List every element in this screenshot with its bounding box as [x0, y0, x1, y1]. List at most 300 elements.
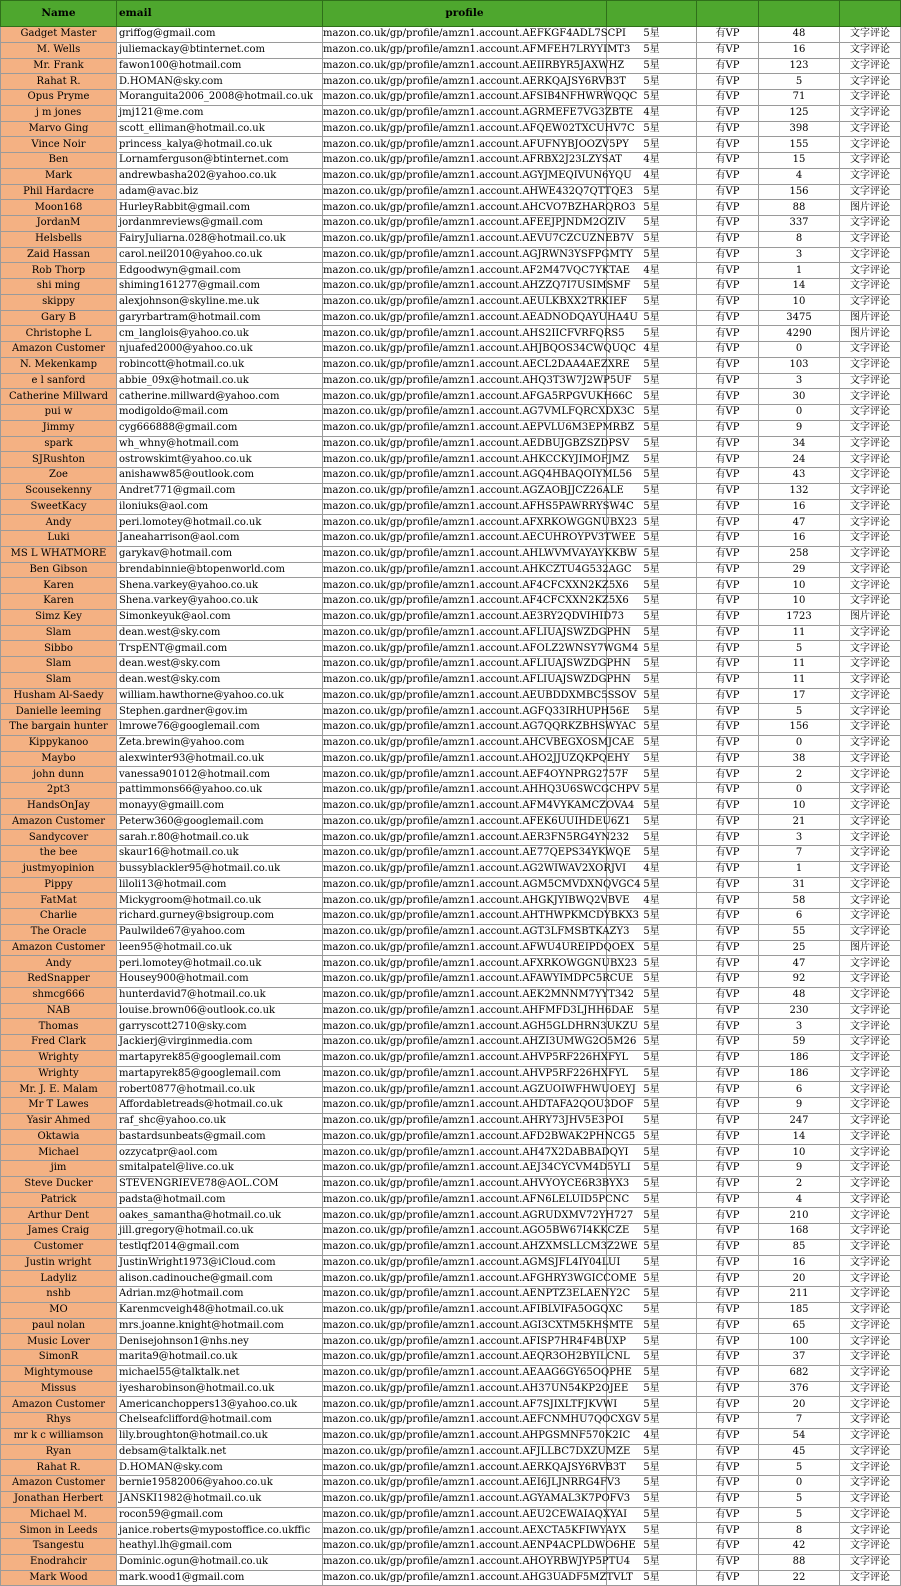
cell-email[interactable]: Janeaharrison@aol.com — [117, 531, 323, 547]
cell-email[interactable]: Denisejohnson1@nhs.ney — [117, 1334, 323, 1350]
cell-profile[interactable]: mazon.co.uk/gp/profile/amzn1.account.AHVP5RF226HXFYL — [323, 1050, 607, 1066]
cell-rating[interactable]: 4星 — [607, 861, 697, 877]
cell-email[interactable]: Americanchoppers13@yahoo.co.uk — [117, 1397, 323, 1413]
cell-rating[interactable]: 5星 — [607, 1507, 697, 1523]
cell-profile[interactable]: mazon.co.uk/gp/profile/amzn1.account.AHO2JJUZQKPQEHY — [323, 751, 607, 767]
cell-email[interactable]: rocon59@gmail.com — [117, 1507, 323, 1523]
cell-vp[interactable]: 有VP — [697, 1444, 759, 1460]
table-row[interactable] — [1, 956, 901, 972]
table-row[interactable] — [1, 27, 901, 43]
cell-review-type[interactable]: 文字评论 — [840, 1554, 901, 1570]
cell-count[interactable]: 7 — [759, 1413, 840, 1429]
cell-rating[interactable]: 5星 — [607, 420, 697, 436]
cell-profile[interactable]: mazon.co.uk/gp/profile/amzn1.account.AFJLLBC7DXZUMZE — [323, 1444, 607, 1460]
cell-profile[interactable]: mazon.co.uk/gp/profile/amzn1.account.AFD2BWAK2PHNCG5 — [323, 1129, 607, 1145]
cell-profile[interactable]: mazon.co.uk/gp/profile/amzn1.account.AERKQAJSY6RVB3T — [323, 74, 607, 90]
table-row[interactable] — [1, 58, 901, 74]
cell-rating[interactable]: 5星 — [607, 657, 697, 673]
cell-name[interactable]: Sandycover — [1, 830, 117, 846]
cell-rating[interactable]: 5星 — [607, 909, 697, 925]
cell-name[interactable]: MO — [1, 1302, 117, 1318]
cell-email[interactable]: juliemackay@btinternet.com — [117, 42, 323, 58]
header-review-type[interactable] — [840, 1, 901, 27]
cell-profile[interactable]: mazon.co.uk/gp/profile/amzn1.account.AEXCTA5KFIWYAYX — [323, 1523, 607, 1539]
table-row[interactable] — [1, 1192, 901, 1208]
cell-review-type[interactable]: 文字评论 — [840, 74, 901, 90]
cell-name[interactable]: Rhys — [1, 1413, 117, 1429]
cell-count[interactable]: 11 — [759, 625, 840, 641]
cell-count[interactable]: 11 — [759, 672, 840, 688]
cell-name[interactable]: JordanM — [1, 216, 117, 232]
cell-vp[interactable]: 有VP — [697, 940, 759, 956]
cell-email[interactable]: D.HOMAN@sky.com — [117, 74, 323, 90]
cell-review-type[interactable]: 文字评论 — [840, 153, 901, 169]
cell-profile[interactable]: mazon.co.uk/gp/profile/amzn1.account.AGMSJFL4IY04LUI — [323, 1255, 607, 1271]
table-row[interactable] — [1, 1161, 901, 1177]
cell-profile[interactable]: mazon.co.uk/gp/profile/amzn1.account.AGQ4HBAQOIYML56 — [323, 468, 607, 484]
table-row[interactable] — [1, 1224, 901, 1240]
cell-count[interactable]: 247 — [759, 1113, 840, 1129]
cell-profile[interactable]: mazon.co.uk/gp/profile/amzn1.account.AEULKBXX2TRKIEF — [323, 294, 607, 310]
table-row[interactable] — [1, 688, 901, 704]
table-row[interactable] — [1, 405, 901, 421]
cell-email[interactable]: Karenmcveigh48@hotmail.co.uk — [117, 1302, 323, 1318]
cell-rating[interactable]: 5星 — [607, 720, 697, 736]
cell-count[interactable]: 58 — [759, 893, 840, 909]
cell-name[interactable]: Ben — [1, 153, 117, 169]
cell-count[interactable]: 7 — [759, 846, 840, 862]
cell-vp[interactable]: 有VP — [697, 247, 759, 263]
table-row[interactable] — [1, 1397, 901, 1413]
cell-name[interactable]: FatMat — [1, 893, 117, 909]
cell-email[interactable]: jmj121@me.com — [117, 105, 323, 121]
cell-vp[interactable]: 有VP — [697, 594, 759, 610]
header-name[interactable]: Name — [1, 1, 117, 27]
cell-rating[interactable]: 5星 — [607, 1208, 697, 1224]
cell-rating[interactable]: 4星 — [607, 105, 697, 121]
cell-count[interactable]: 10 — [759, 294, 840, 310]
cell-email[interactable]: iyesharobinson@hotmail.co.uk — [117, 1381, 323, 1397]
table-row[interactable] — [1, 483, 901, 499]
cell-email[interactable]: griffog@gmail.com — [117, 27, 323, 43]
cell-vp[interactable]: 有VP — [697, 1507, 759, 1523]
cell-email[interactable]: Simonkeyuk@aol.com — [117, 609, 323, 625]
cell-profile[interactable]: mazon.co.uk/gp/profile/amzn1.account.AEQR3OH2BYILCNL — [323, 1350, 607, 1366]
cell-vp[interactable]: 有VP — [697, 499, 759, 515]
cell-rating[interactable]: 5星 — [607, 1350, 697, 1366]
cell-rating[interactable]: 5星 — [607, 121, 697, 137]
cell-rating[interactable]: 5星 — [607, 1271, 697, 1287]
cell-name[interactable]: jim — [1, 1161, 117, 1177]
cell-profile[interactable]: mazon.co.uk/gp/profile/amzn1.account.AFGHRY3WGICCOME — [323, 1271, 607, 1287]
cell-review-type[interactable]: 图片评论 — [840, 200, 901, 216]
cell-review-type[interactable]: 文字评论 — [840, 1287, 901, 1303]
cell-name[interactable]: SweetKacy — [1, 499, 117, 515]
table-row[interactable] — [1, 105, 901, 121]
cell-count[interactable]: 8 — [759, 1523, 840, 1539]
cell-profile[interactable]: mazon.co.uk/gp/profile/amzn1.account.AFWU4UREIPDQOEX — [323, 940, 607, 956]
cell-email[interactable]: garykav@hotmail.com — [117, 546, 323, 562]
cell-profile[interactable]: mazon.co.uk/gp/profile/amzn1.account.AEK2MNNM7YYT342 — [323, 987, 607, 1003]
table-row[interactable] — [1, 704, 901, 720]
cell-profile[interactable]: mazon.co.uk/gp/profile/amzn1.account.AHCVO7BZHARQRO3 — [323, 200, 607, 216]
cell-rating[interactable]: 5星 — [607, 751, 697, 767]
cell-review-type[interactable]: 文字评论 — [840, 1129, 901, 1145]
cell-name[interactable]: Karen — [1, 594, 117, 610]
table-row[interactable] — [1, 74, 901, 90]
cell-vp[interactable]: 有VP — [697, 1050, 759, 1066]
cell-count[interactable]: 48 — [759, 987, 840, 1003]
cell-review-type[interactable]: 文字评论 — [840, 1035, 901, 1051]
cell-rating[interactable]: 5星 — [607, 452, 697, 468]
cell-count[interactable]: 85 — [759, 1239, 840, 1255]
cell-count[interactable]: 10 — [759, 798, 840, 814]
cell-count[interactable]: 132 — [759, 483, 840, 499]
table-row[interactable] — [1, 1145, 901, 1161]
cell-rating[interactable]: 5星 — [607, 846, 697, 862]
cell-vp[interactable]: 有VP — [697, 1113, 759, 1129]
cell-review-type[interactable]: 文字评论 — [840, 405, 901, 421]
cell-email[interactable]: njuafed2000@yahoo.co.uk — [117, 342, 323, 358]
cell-profile[interactable]: mazon.co.uk/gp/profile/amzn1.account.AFRBX2J23LZYSAT — [323, 153, 607, 169]
cell-name[interactable]: Simz Key — [1, 609, 117, 625]
cell-vp[interactable]: 有VP — [697, 326, 759, 342]
cell-review-type[interactable]: 文字评论 — [840, 342, 901, 358]
table-row[interactable] — [1, 657, 901, 673]
cell-count[interactable]: 88 — [759, 200, 840, 216]
cell-email[interactable]: bastardsunbeats@gmail.com — [117, 1129, 323, 1145]
cell-review-type[interactable]: 文字评论 — [840, 1428, 901, 1444]
cell-rating[interactable]: 5星 — [607, 1413, 697, 1429]
table-row[interactable] — [1, 751, 901, 767]
cell-vp[interactable]: 有VP — [697, 1539, 759, 1555]
cell-count[interactable]: 185 — [759, 1302, 840, 1318]
cell-profile[interactable]: mazon.co.uk/gp/profile/amzn1.account.AGO5BW67I4KKCZE — [323, 1224, 607, 1240]
cell-review-type[interactable]: 文字评论 — [840, 184, 901, 200]
cell-profile[interactable]: mazon.co.uk/gp/profile/amzn1.account.AEFCNMHU7QOCXGV — [323, 1413, 607, 1429]
cell-name[interactable]: Amazon Customer — [1, 1397, 117, 1413]
cell-profile[interactable]: mazon.co.uk/gp/profile/amzn1.account.AFQEW02TXCUHV7C — [323, 121, 607, 137]
cell-email[interactable]: andrewbasha202@yahoo.co.uk — [117, 168, 323, 184]
cell-rating[interactable]: 5星 — [607, 1082, 697, 1098]
cell-email[interactable]: JANSKI1982@hotmail.co.uk — [117, 1491, 323, 1507]
cell-email[interactable]: Dominic.ogun@hotmail.co.uk — [117, 1554, 323, 1570]
cell-profile[interactable]: mazon.co.uk/gp/profile/amzn1.account.AF7SJIXLTFJKVWI — [323, 1397, 607, 1413]
table-row[interactable] — [1, 940, 901, 956]
cell-name[interactable]: Andy — [1, 956, 117, 972]
cell-profile[interactable]: mazon.co.uk/gp/profile/amzn1.account.AHKCZTU4G532AGC — [323, 562, 607, 578]
cell-count[interactable]: 45 — [759, 1444, 840, 1460]
cell-vp[interactable]: 有VP — [697, 861, 759, 877]
cell-vp[interactable]: 有VP — [697, 389, 759, 405]
cell-rating[interactable]: 5星 — [607, 594, 697, 610]
table-row[interactable] — [1, 846, 901, 862]
cell-profile[interactable]: mazon.co.uk/gp/profile/amzn1.account.AEUBDDXMBC5SSOV — [323, 688, 607, 704]
table-row[interactable] — [1, 767, 901, 783]
cell-rating[interactable]: 5星 — [607, 1161, 697, 1177]
cell-name[interactable]: Vince Noir — [1, 137, 117, 153]
cell-email[interactable]: anishaww85@outlook.com — [117, 468, 323, 484]
cell-review-type[interactable]: 文字评论 — [840, 1460, 901, 1476]
cell-review-type[interactable]: 文字评论 — [840, 1050, 901, 1066]
cell-name[interactable]: Arthur Dent — [1, 1208, 117, 1224]
cell-review-type[interactable]: 文字评论 — [840, 452, 901, 468]
cell-count[interactable]: 10 — [759, 578, 840, 594]
cell-profile[interactable]: mazon.co.uk/gp/profile/amzn1.account.AGRUDXMV72YH727 — [323, 1208, 607, 1224]
cell-review-type[interactable]: 文字评论 — [840, 909, 901, 925]
cell-vp[interactable]: 有VP — [697, 1271, 759, 1287]
cell-vp[interactable]: 有VP — [697, 420, 759, 436]
cell-review-type[interactable]: 图片评论 — [840, 326, 901, 342]
cell-name[interactable]: 2pt3 — [1, 783, 117, 799]
cell-review-type[interactable]: 文字评论 — [840, 1539, 901, 1555]
cell-review-type[interactable]: 文字评论 — [840, 625, 901, 641]
cell-profile[interactable]: mazon.co.uk/gp/profile/amzn1.account.AHDTAFA2QOU3DOF — [323, 1098, 607, 1114]
cell-rating[interactable]: 5星 — [607, 924, 697, 940]
cell-vp[interactable]: 有VP — [697, 483, 759, 499]
cell-email[interactable]: liloli13@hotmail.com — [117, 877, 323, 893]
cell-count[interactable]: 15 — [759, 153, 840, 169]
cell-rating[interactable]: 5星 — [607, 1035, 697, 1051]
cell-vp[interactable]: 有VP — [697, 1334, 759, 1350]
cell-name[interactable]: Maybo — [1, 751, 117, 767]
cell-vp[interactable]: 有VP — [697, 751, 759, 767]
cell-name[interactable]: Ben Gibson — [1, 562, 117, 578]
cell-vp[interactable]: 有VP — [697, 641, 759, 657]
cell-rating[interactable]: 5星 — [607, 1381, 697, 1397]
cell-count[interactable]: 5 — [759, 1507, 840, 1523]
cell-name[interactable]: Amazon Customer — [1, 940, 117, 956]
cell-review-type[interactable]: 文字评论 — [840, 1334, 901, 1350]
cell-rating[interactable]: 4星 — [607, 342, 697, 358]
cell-count[interactable]: 1 — [759, 263, 840, 279]
cell-review-type[interactable]: 文字评论 — [840, 436, 901, 452]
table-row[interactable] — [1, 294, 901, 310]
table-row[interactable] — [1, 1318, 901, 1334]
cell-profile[interactable]: mazon.co.uk/gp/profile/amzn1.account.AHWE432Q7QTTQE3 — [323, 184, 607, 200]
cell-email[interactable]: cm_langlois@yahoo.co.uk — [117, 326, 323, 342]
cell-name[interactable]: Luki — [1, 531, 117, 547]
cell-count[interactable]: 10 — [759, 594, 840, 610]
cell-email[interactable]: Housey900@hotmail.com — [117, 972, 323, 988]
cell-email[interactable]: skaur16@hotmail.co.uk — [117, 846, 323, 862]
cell-profile[interactable]: mazon.co.uk/gp/profile/amzn1.account.AGZUOIWFHWUOEYJ — [323, 1082, 607, 1098]
cell-count[interactable]: 9 — [759, 1098, 840, 1114]
cell-vp[interactable]: 有VP — [697, 688, 759, 704]
cell-name[interactable]: Zaid Hassan — [1, 247, 117, 263]
cell-vp[interactable]: 有VP — [697, 893, 759, 909]
cell-count[interactable]: 34 — [759, 436, 840, 452]
cell-vp[interactable]: 有VP — [697, 578, 759, 594]
cell-vp[interactable]: 有VP — [697, 1192, 759, 1208]
cell-rating[interactable]: 5星 — [607, 1460, 697, 1476]
cell-review-type[interactable]: 文字评论 — [840, 279, 901, 295]
cell-name[interactable]: Mr T Lawes — [1, 1098, 117, 1114]
table-row[interactable] — [1, 184, 901, 200]
cell-review-type[interactable]: 文字评论 — [840, 1413, 901, 1429]
cell-rating[interactable]: 5星 — [607, 546, 697, 562]
cell-name[interactable]: Rahat R. — [1, 1460, 117, 1476]
cell-email[interactable]: vanessa901012@hotmail.com — [117, 767, 323, 783]
cell-name[interactable]: Sibbo — [1, 641, 117, 657]
cell-vp[interactable]: 有VP — [697, 1476, 759, 1492]
cell-count[interactable]: 42 — [759, 1539, 840, 1555]
cell-count[interactable]: 71 — [759, 90, 840, 106]
table-row[interactable] — [1, 1413, 901, 1429]
cell-rating[interactable]: 5星 — [607, 641, 697, 657]
table-row[interactable] — [1, 672, 901, 688]
cell-count[interactable]: 14 — [759, 1129, 840, 1145]
cell-name[interactable]: Andy — [1, 515, 117, 531]
cell-review-type[interactable]: 文字评论 — [840, 1444, 901, 1460]
cell-count[interactable]: 0 — [759, 405, 840, 421]
cell-review-type[interactable]: 文字评论 — [840, 956, 901, 972]
cell-review-type[interactable]: 文字评论 — [840, 783, 901, 799]
cell-rating[interactable]: 5星 — [607, 58, 697, 74]
cell-profile[interactable]: mazon.co.uk/gp/profile/amzn1.account.AE3RY2QDVIHID73 — [323, 609, 607, 625]
cell-vp[interactable]: 有VP — [697, 1397, 759, 1413]
cell-name[interactable]: RedSnapper — [1, 972, 117, 988]
cell-count[interactable]: 4 — [759, 1192, 840, 1208]
cell-email[interactable]: Edgoodwyn@gmail.com — [117, 263, 323, 279]
cell-profile[interactable]: mazon.co.uk/gp/profile/amzn1.account.AFOLZ2WNSY7WGM4 — [323, 641, 607, 657]
cell-vp[interactable]: 有VP — [697, 1302, 759, 1318]
cell-profile[interactable]: mazon.co.uk/gp/profile/amzn1.account.AG7VMLFQRCXDX3C — [323, 405, 607, 421]
cell-vp[interactable]: 有VP — [697, 1554, 759, 1570]
cell-profile[interactable]: mazon.co.uk/gp/profile/amzn1.account.AEI6JLJNRRG4FV3 — [323, 1476, 607, 1492]
cell-count[interactable]: 1 — [759, 861, 840, 877]
cell-name[interactable]: Helsbells — [1, 231, 117, 247]
cell-email[interactable]: Jackierj@virginmedia.com — [117, 1035, 323, 1051]
cell-rating[interactable]: 5星 — [607, 1318, 697, 1334]
table-row[interactable] — [1, 1287, 901, 1303]
cell-vp[interactable]: 有VP — [697, 216, 759, 232]
cell-name[interactable]: Customer — [1, 1239, 117, 1255]
cell-rating[interactable]: 5星 — [607, 499, 697, 515]
cell-count[interactable]: 47 — [759, 956, 840, 972]
cell-email[interactable]: jill.gregory@hotmail.co.uk — [117, 1224, 323, 1240]
cell-name[interactable]: shmcg666 — [1, 987, 117, 1003]
table-row[interactable] — [1, 609, 901, 625]
table-row[interactable] — [1, 200, 901, 216]
cell-review-type[interactable]: 文字评论 — [840, 1397, 901, 1413]
table-row[interactable] — [1, 1098, 901, 1114]
cell-review-type[interactable]: 文字评论 — [840, 216, 901, 232]
cell-profile[interactable]: mazon.co.uk/gp/profile/amzn1.account.AFGA5RPGVUKH66C — [323, 389, 607, 405]
cell-email[interactable]: martapyrek85@googlemail.com — [117, 1066, 323, 1082]
cell-profile[interactable]: mazon.co.uk/gp/profile/amzn1.account.AG7QQRKZBHSWYAC — [323, 720, 607, 736]
cell-name[interactable]: Yasir Ahmed — [1, 1113, 117, 1129]
table-row[interactable] — [1, 1129, 901, 1145]
cell-rating[interactable]: 5星 — [607, 231, 697, 247]
cell-rating[interactable]: 5星 — [607, 735, 697, 751]
cell-name[interactable]: Oktawia — [1, 1129, 117, 1145]
cell-email[interactable]: monayy@gmaill.com — [117, 798, 323, 814]
cell-email[interactable]: JustinWright1973@iCloud.com — [117, 1255, 323, 1271]
cell-email[interactable]: dean.west@sky.com — [117, 672, 323, 688]
cell-count[interactable]: 14 — [759, 279, 840, 295]
cell-profile[interactable]: mazon.co.uk/gp/profile/amzn1.account.AEPVLU6M3EPMRBZ — [323, 420, 607, 436]
cell-count[interactable]: 103 — [759, 357, 840, 373]
cell-name[interactable]: Amazon Customer — [1, 1476, 117, 1492]
cell-count[interactable]: 3 — [759, 1019, 840, 1035]
cell-vp[interactable]: 有VP — [697, 704, 759, 720]
cell-name[interactable]: Justin wright — [1, 1255, 117, 1271]
cell-vp[interactable]: 有VP — [697, 121, 759, 137]
table-row[interactable] — [1, 153, 901, 169]
cell-email[interactable]: Shena.varkey@yahoo.co.uk — [117, 594, 323, 610]
cell-review-type[interactable]: 文字评论 — [840, 751, 901, 767]
table-row[interactable] — [1, 625, 901, 641]
cell-vp[interactable]: 有VP — [697, 27, 759, 43]
cell-profile[interactable]: mazon.co.uk/gp/profile/amzn1.account.AFXRKOWGGNUBX23 — [323, 956, 607, 972]
cell-name[interactable]: The Oracle — [1, 924, 117, 940]
cell-count[interactable]: 156 — [759, 720, 840, 736]
cell-email[interactable]: dean.west@sky.com — [117, 625, 323, 641]
cell-review-type[interactable]: 文字评论 — [840, 1523, 901, 1539]
table-row[interactable] — [1, 357, 901, 373]
cell-count[interactable]: 6 — [759, 1082, 840, 1098]
cell-rating[interactable]: 5星 — [607, 216, 697, 232]
table-row[interactable] — [1, 798, 901, 814]
cell-email[interactable]: dean.west@sky.com — [117, 657, 323, 673]
cell-vp[interactable]: 有VP — [697, 231, 759, 247]
cell-vp[interactable]: 有VP — [697, 1318, 759, 1334]
cell-rating[interactable]: 5星 — [607, 1287, 697, 1303]
cell-review-type[interactable]: 文字评论 — [840, 90, 901, 106]
cell-vp[interactable]: 有VP — [697, 767, 759, 783]
cell-rating[interactable]: 5星 — [607, 74, 697, 90]
cell-count[interactable]: 1723 — [759, 609, 840, 625]
cell-vp[interactable]: 有VP — [697, 1145, 759, 1161]
cell-email[interactable]: alexwinter93@hotmail.co.uk — [117, 751, 323, 767]
cell-email[interactable]: pattimmons66@yahoo.co.uk — [117, 783, 323, 799]
table-row[interactable] — [1, 1365, 901, 1381]
table-row[interactable] — [1, 420, 901, 436]
cell-vp[interactable]: 有VP — [697, 1239, 759, 1255]
cell-vp[interactable]: 有VP — [697, 468, 759, 484]
cell-review-type[interactable]: 文字评论 — [840, 578, 901, 594]
cell-name[interactable]: Michael M. — [1, 1507, 117, 1523]
cell-name[interactable]: Husham Al-Saedy — [1, 688, 117, 704]
cell-count[interactable]: 21 — [759, 814, 840, 830]
cell-rating[interactable]: 5星 — [607, 830, 697, 846]
cell-name[interactable]: MS L WHATMORE — [1, 546, 117, 562]
cell-count[interactable]: 6 — [759, 909, 840, 925]
cell-profile[interactable]: mazon.co.uk/gp/profile/amzn1.account.AF4CFCXXN2KZ5X6 — [323, 594, 607, 610]
cell-rating[interactable]: 5星 — [607, 515, 697, 531]
cell-email[interactable]: testlqf2014@gmail.com — [117, 1239, 323, 1255]
cell-rating[interactable]: 5星 — [607, 767, 697, 783]
cell-rating[interactable]: 5星 — [607, 1334, 697, 1350]
cell-rating[interactable]: 5星 — [607, 1129, 697, 1145]
cell-name[interactable]: NAB — [1, 1003, 117, 1019]
table-row[interactable] — [1, 814, 901, 830]
cell-review-type[interactable]: 文字评论 — [840, 499, 901, 515]
cell-rating[interactable]: 5星 — [607, 326, 697, 342]
cell-review-type[interactable]: 文字评论 — [840, 720, 901, 736]
table-row[interactable] — [1, 452, 901, 468]
cell-profile[interactable]: mazon.co.uk/gp/profile/amzn1.account.AEF4OYNPRG2757F — [323, 767, 607, 783]
cell-profile[interactable]: mazon.co.uk/gp/profile/amzn1.account.AERKQAJSY6RVB3T — [323, 1460, 607, 1476]
cell-count[interactable]: 59 — [759, 1035, 840, 1051]
cell-vp[interactable]: 有VP — [697, 1161, 759, 1177]
table-row[interactable] — [1, 310, 901, 326]
table-row[interactable] — [1, 1491, 901, 1507]
cell-vp[interactable]: 有VP — [697, 200, 759, 216]
table-row[interactable] — [1, 1271, 901, 1287]
cell-profile[interactable]: mazon.co.uk/gp/profile/amzn1.account.AF2M47VQC7YKTAE — [323, 263, 607, 279]
